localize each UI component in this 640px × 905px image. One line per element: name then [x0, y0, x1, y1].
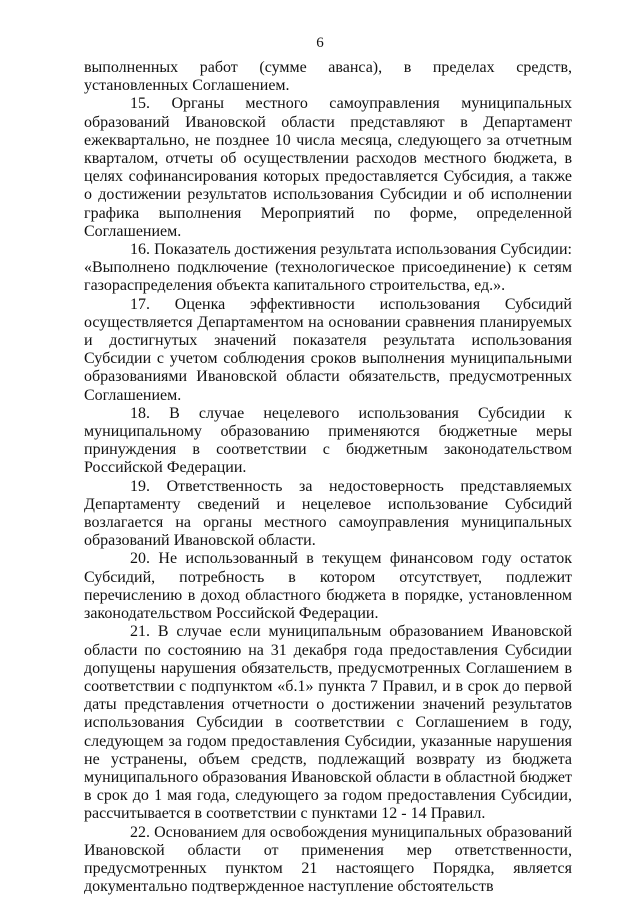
paragraph-19: 19. Ответственность за недостоверность представляемых Департаменту сведений и нецелевое использование Субсидий возлагается на органы местного самоуправления муниципальных образований Ивановской области. — [84, 477, 572, 550]
paragraph-16: 16. Показатель достижения результата использования Субсидии: «Выполнено подключение (технологическое присоединение) к сетям газораспределения объекта капитального строительства, ед.». — [84, 241, 572, 295]
paragraph-18: 18. В случае нецелевого использования Субсидии к муниципальному образованию применяются бюджетные меры принуждения в соответствии с бюджетным законодательством Российской Федерации. — [84, 404, 572, 477]
paragraph-21: 21. В случае если муниципальным образованием Ивановской области по состоянию на 31 декабря года предоставления Субсидии допущены нарушения обязательств, предусмотренных Соглашением в соответствии с подпунктом «б.1» пункта 7 Правил, и в срок до первой даты представления отчетности о достижении значений результатов использования Субсидии в соответствии с Соглашением в году, следующем за годом предоставления Субсидии, указанные нарушения не устранены, объем средств, подлежащий возврату из бюджета муниципального образования Ивановской области в областной бюджет в срок до 1 мая года, следующего за годом предоставления Субсидии, рассчитывается в соответствии с пунктами 12 - 14 Правил. — [84, 623, 572, 823]
paragraph-17: 17. Оценка эффективности использования Субсидий осуществляется Департаментом на основании сравнения планируемых и достигнутых значений показателя результата использования Субсидии с учетом соблюдения сроков выполнения муниципальными образованиями Ивановской области обязательств, предусмотренных Соглашением. — [84, 295, 572, 404]
page-number: 6 — [316, 35, 324, 51]
document-body — [84, 59, 572, 896]
paragraph-20: 20. Не использованный в текущем финансовом году остаток Субсидий, потребность в котором отсутствует, подлежит перечислению в доход областного бюджета в порядке, установленном законодательством Российской Федерации. — [84, 550, 572, 623]
paragraph-continuation: выполненных работ (сумме аванса), в пределах средств, установленных Соглашением. — [84, 59, 572, 95]
paragraph-22: 22. Основанием для освобождения муниципальных образований Ивановской области от применения мер ответственности, предусмотренных пунктом 21 настоящего Порядка, является документально подтвержденное наступление обстоятельств — [84, 823, 572, 896]
paragraph-15: 15. Органы местного самоуправления муниципальных образований Ивановской области представляют в Департамент ежеквартально, не позднее 10 числа месяца, следующего за отчетным кварталом, отчеты об осуществлении расходов местного бюджета, в целях софинансирования которых предоставляется Субсидия, а также о достижении результатов использования Субсидии и об исполнении графика выполнения Мероприятий по форме, определенной Соглашением. — [84, 95, 572, 240]
